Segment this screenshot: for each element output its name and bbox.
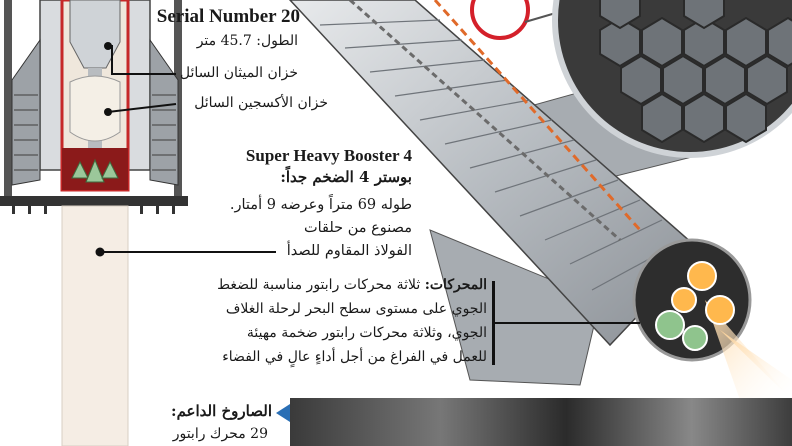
- booster-desc-line: طوله 69 متراً وعرضه 9 أمتار.: [229, 197, 412, 213]
- booster-title-en: Super Heavy Booster 4: [245, 146, 412, 165]
- rocket-cutaway-diagram: [0, 0, 190, 446]
- booster-body: [62, 206, 128, 446]
- zoom-marker-circle: [472, 0, 528, 38]
- launch-photo: [290, 398, 792, 446]
- engine-bell: [656, 311, 684, 339]
- engines-line: الجوي على مستوى سطح البحر لرحلة الغلاف: [225, 301, 487, 317]
- ship-right-fin: [150, 40, 178, 185]
- oxygen-tank-label: خزان الأكسجين السائل: [194, 95, 328, 111]
- engine-bell: [672, 288, 696, 312]
- oxygen-callout-dot: [104, 108, 112, 116]
- booster-desc-line: مصنوع من حلقات: [303, 220, 412, 236]
- engine-bell: [706, 296, 734, 324]
- engines-callout-line: [492, 318, 642, 328]
- engines-line: الجوي، وثلاثة محركات رابتور ضخمة مهيئة: [246, 325, 487, 341]
- methane-callout-dot: [104, 42, 112, 50]
- booster-callout-line: [100, 246, 278, 258]
- support-rocket-engines: 29 محرك رابتور: [172, 426, 268, 442]
- ship-serial-number: Serial Number 20: [156, 6, 300, 27]
- launch-platform: [0, 196, 188, 206]
- booster-desc-line: الفولاذ المقاوم للصدأ: [286, 243, 412, 259]
- methane-tank-label: خزان الميثان السائل: [179, 65, 298, 81]
- engines-description: [175, 273, 487, 369]
- engine-bell: [683, 326, 707, 350]
- ship-length: الطول: 45.7 متر: [196, 33, 298, 49]
- launch-tower-leg: [4, 0, 12, 200]
- booster-title-ar: بوستر 4 الضخم جداً:: [280, 168, 412, 186]
- play-arrow-icon: [276, 404, 290, 422]
- ship-left-fin: [12, 40, 40, 185]
- oxygen-tank: [70, 76, 120, 141]
- engines-line: للعمل في الفراغ من أجل أداءٍ عالٍ في الفضاء: [222, 349, 487, 365]
- engines-label: المحركات:: [424, 277, 487, 293]
- engine-bell: [688, 262, 716, 290]
- engines-line: ثلاثة محركات رابتور مناسبة للضغط: [217, 277, 421, 293]
- support-rocket-title: الصاروخ الداعم:: [171, 402, 272, 420]
